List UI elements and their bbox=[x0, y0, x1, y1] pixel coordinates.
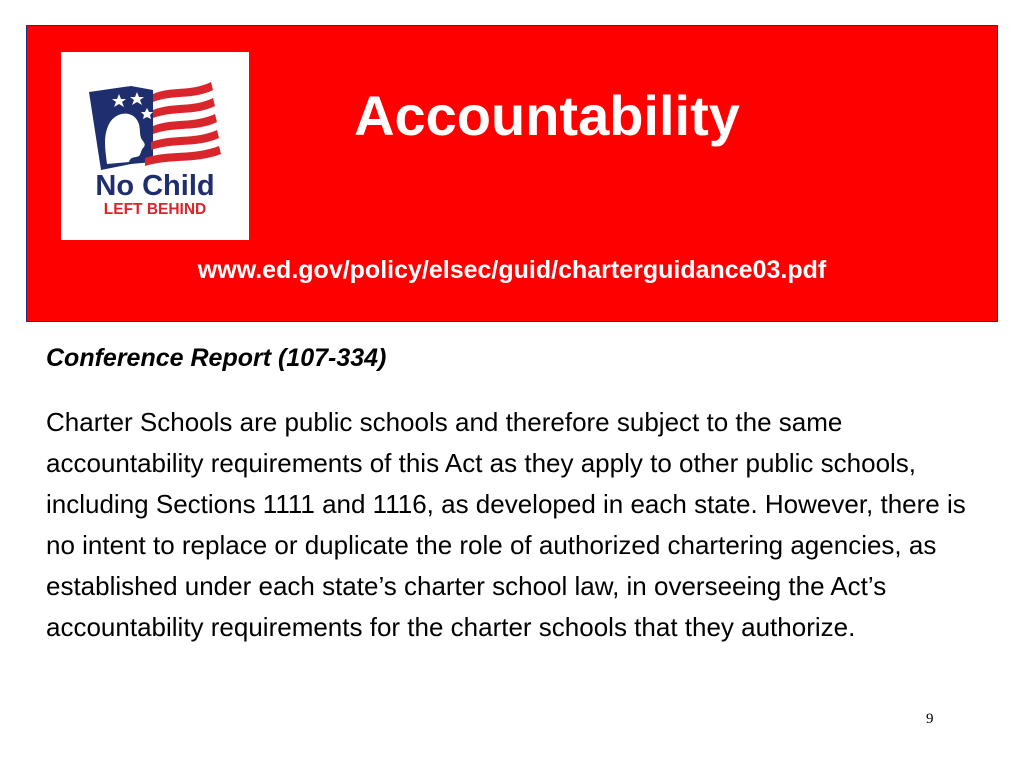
logo-stripe-1 bbox=[153, 82, 213, 102]
source-url: www.ed.gov/policy/elsec/guid/charterguidance03.pdf bbox=[197, 256, 827, 284]
body-paragraph: Charter Schools are public schools and therefore subject to the same accountability requirements of this Act as they apply to other public schools, including Sections 1111 and 1116, as developed in each state. However, there is no intent to replace or duplicate the role of authorized chartering agencies, as established under each state’s charter school law, in overseeing the Act’s accountability requirements for the charter schools that they authorize. bbox=[46, 407, 966, 642]
logo-stripe-3 bbox=[153, 114, 217, 134]
title-banner bbox=[26, 25, 998, 322]
subheading: Conference Report (107-334) bbox=[46, 344, 387, 372]
slide-title: Accountability bbox=[354, 84, 740, 147]
logo-line1: No Child bbox=[95, 170, 215, 202]
logo-graphic bbox=[61, 52, 249, 240]
logo-stripe-5 bbox=[145, 146, 221, 166]
logo-stripe-4 bbox=[151, 130, 219, 150]
page-number: 9 bbox=[926, 711, 934, 727]
logo-line2: LEFT BEHIND bbox=[103, 201, 207, 218]
logo-stripe-2 bbox=[153, 98, 215, 118]
no-child-left-behind-logo bbox=[61, 52, 249, 240]
